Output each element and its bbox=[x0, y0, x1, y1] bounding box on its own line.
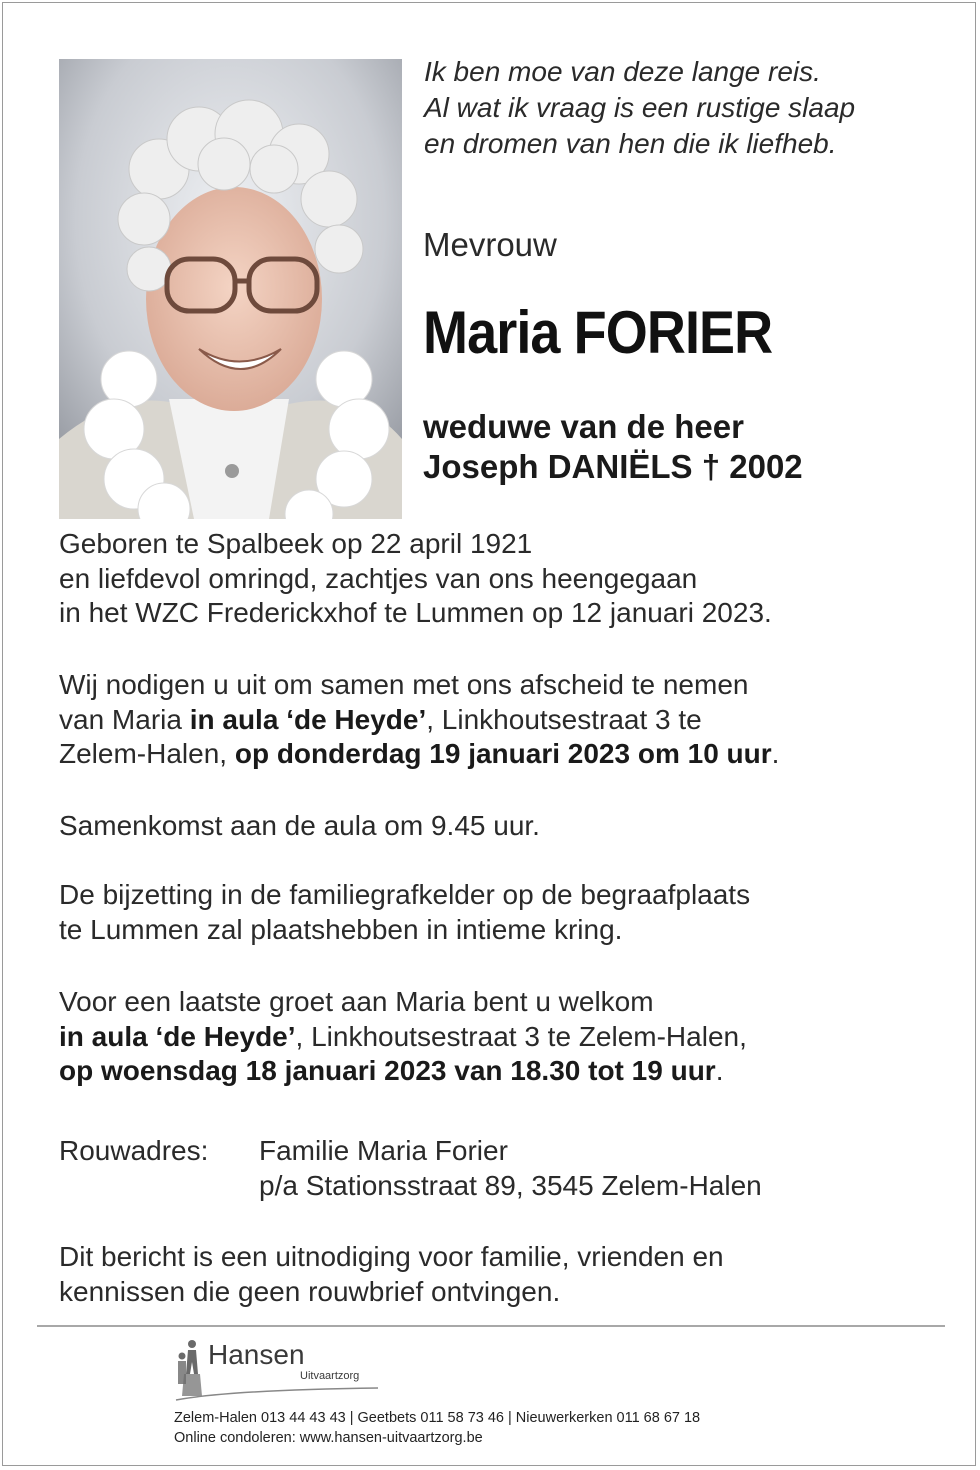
mourning-address bbox=[59, 1134, 959, 1203]
condolence-link[interactable]: Online condoleren: www.hansen-uitvaartzorg.be bbox=[174, 1430, 483, 1446]
visitation-paragraph bbox=[59, 985, 959, 1089]
notice-paragraph bbox=[59, 1240, 959, 1309]
venue: in aula ‘de Heyde’ bbox=[59, 1020, 296, 1052]
phone-numbers: Zelem-Halen 013 44 43 43 | Geetbets 011 58 73 46 | Nieuwerkerken 011 68 67 18 bbox=[174, 1410, 701, 1426]
logo-subtitle: Uitvaartzorg bbox=[300, 1370, 360, 1382]
poem-line: en dromen van hen die ik liefheb. bbox=[424, 128, 837, 159]
poem-line: Ik ben moe van deze lange reis. bbox=[424, 56, 821, 87]
visitation-line bbox=[59, 1054, 959, 1089]
text: . bbox=[715, 1055, 724, 1086]
birth-death-paragraph bbox=[59, 527, 959, 631]
widow-line: weduwe van de heer bbox=[423, 408, 744, 445]
interment-line: De bijzetting in de familiegrafkelder op de begraafplaats bbox=[59, 879, 751, 910]
text: Zelem-Halen, bbox=[59, 738, 235, 769]
venue: in aula ‘de Heyde’ bbox=[189, 703, 427, 735]
passing-line: in het WZC Frederickxhof te Lummen op 12 januari 2023. bbox=[59, 597, 772, 628]
footer-contacts bbox=[174, 1408, 700, 1448]
text: van Maria bbox=[59, 703, 190, 735]
interment-line: te Lummen zal plaatshebben in intieme kring. bbox=[59, 913, 623, 945]
widow-of bbox=[423, 407, 803, 487]
address-label: Rouwadres: bbox=[59, 1135, 209, 1166]
farewell-line: Wij nodigen u uit om samen met ons afscheid te nemen bbox=[59, 669, 749, 700]
poem-line: Al wat ik vraag is een rustige slaap bbox=[424, 92, 856, 123]
interment-paragraph bbox=[59, 878, 959, 947]
farewell-paragraph bbox=[59, 668, 959, 772]
visitation-line bbox=[59, 1020, 959, 1055]
text: . bbox=[771, 738, 780, 769]
address-street: p/a Stationsstraat 89, 3545 Zelem-Halen bbox=[259, 1169, 762, 1201]
visitation-datetime: op woensdag 18 januari 2023 van 18.30 tot 19 uur bbox=[59, 1055, 716, 1086]
text: , Linkhoutsestraat 3 te bbox=[426, 703, 702, 735]
poem bbox=[424, 54, 964, 162]
notice-line: kennissen die geen rouwbrief ontvingen. bbox=[59, 1275, 561, 1307]
visitation-line: Voor een laatste groet aan Maria bent u welkom bbox=[59, 986, 654, 1017]
divider bbox=[37, 1325, 945, 1327]
passing-line: en liefdevol omringd, zachtjes van ons heengegaan bbox=[59, 562, 698, 594]
farewell-line bbox=[59, 737, 959, 772]
notice-line: Dit bericht is een uitnodiging voor familie, vrienden en bbox=[59, 1241, 724, 1272]
portrait-photo bbox=[59, 59, 402, 519]
logo-name: Hansen bbox=[208, 1339, 305, 1370]
ceremony-datetime: op donderdag 19 januari 2023 om 10 uur bbox=[234, 738, 772, 769]
gathering-paragraph bbox=[59, 809, 959, 844]
farewell-line bbox=[59, 703, 959, 738]
address-line bbox=[59, 1134, 959, 1169]
spouse-name: Joseph DANIËLS † 2002 bbox=[423, 448, 803, 485]
address-family: Familie Maria Forier bbox=[259, 1135, 508, 1166]
gathering-line: Samenkomst aan de aula om 9.45 uur. bbox=[59, 810, 540, 841]
text: , Linkhoutsestraat 3 te Zelem-Halen, bbox=[295, 1020, 747, 1052]
birth-line: Geboren te Spalbeek op 22 april 1921 bbox=[59, 528, 533, 559]
honorific: Mevrouw bbox=[423, 226, 557, 263]
deceased-name: Maria FORIER bbox=[423, 299, 773, 366]
